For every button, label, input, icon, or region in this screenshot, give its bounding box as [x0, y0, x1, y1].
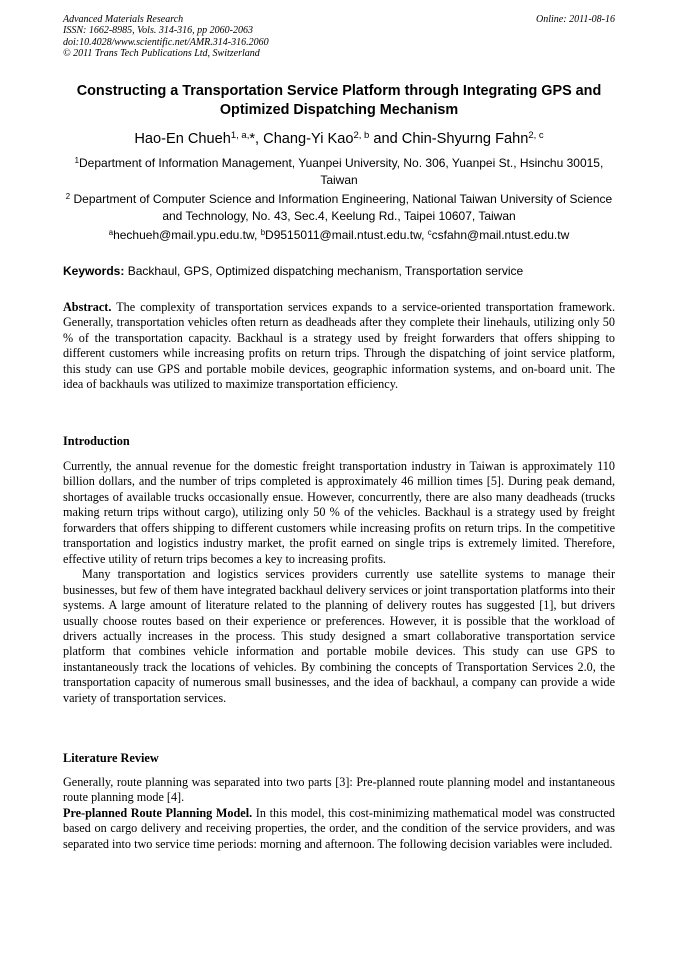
author-separator: , [255, 131, 264, 147]
email-text: D9515011@mail.ntust.edu.tw, [265, 228, 428, 242]
paper-title: Constructing a Transportation Service Platform through Integrating GPS and Optimized Dispatching Mechanism [76, 83, 602, 118]
keywords [63, 263, 615, 279]
affiliation-2 [55, 191, 623, 225]
body-paragraph: Currently, the annual revenue for the domestic freight transportation industry in Taiwan is approximately 110 billion dollars, and the number of trips completed is approximately 46 million times [5]. During peak demand, shortages of available trucks occasionally ensue. However, concurrently, there are also many deadheads (trucks making return trips without cargo), utilizing only 50 % of the vehicles. Backhaul is a strategy used by freight forwarders that offers shipping to different customers while increasing profits on return trips. In the competitive transportation and logistics industry market, the profit earned on single trips is extremely limited. Therefore, effective utility of return trips becomes a key to increasing profits. [63, 459, 615, 566]
email-mark: b [260, 228, 266, 238]
doi-line: doi:10.4028/www.scientific.net/AMR.314-316.2060 [63, 36, 269, 48]
author-affil-mark: 2, c [528, 130, 544, 142]
email-mark: c [427, 228, 432, 238]
abstract-block [63, 300, 615, 393]
subsection-text: In this model, this cost-minimizing mathematical model was constructed based on cargo delivery and receiving properties, the order, and the condition of the service providers, and was separated into two service time periods: morning and afternoon. The following decision variables were included. [63, 805, 615, 851]
abstract-text: The complexity of transportation services expands to a service-oriented transportation framework. Generally, transportation vehicles often return as deadheads after they complete their linehauls, utilizing only 50 % of the transportation capacity. Backhaul is a strategy used by freight forwarders that offers shipping to different customers while increasing profits on return trips. Through the dispatching of joint service platform, this study can use GPS and portable mobile devices, geographic information systems, and on-board unit. The idea of backhauls was utilized to maximize transportation efficiency. [63, 300, 615, 392]
journal-name: Advanced Materials Research [63, 14, 184, 25]
body-paragraph: Many transportation and logistics services providers currently use satellite systems to manage their businesses, but few of them have integrated backhaul delivery services or joint transportation platforms into their systems. A large amount of literature related to the planning of delivery routes has suggested [1], but drivers usually choose routes based on their experience or preferences. However, it is possible that the workload of drivers actually increases in the process. This study designed a smart collaborative transportation service platform that combines vehicle information and portable mobile devices. This study can use GPS to instantaneously track the locations of vehicles. By combining the concepts of Transportation Services 2.0, the transportation capacity of numerous small businesses, and the idea of backhaul, a company can provide a wide variety of transportation services. [63, 567, 615, 705]
affiliation-text: Department of Information Management, Yuanpei University, No. 306, Yuanpei St., Hsinchu 30015, Taiwan [79, 156, 604, 187]
keywords-text: Backhaul, GPS, Optimized dispatching mechanism, Transportation service [124, 264, 524, 278]
author-affil-mark: 2, b [353, 130, 370, 142]
author-name: Chang-Yi Kao [263, 131, 354, 147]
affiliation-mark: 2 [65, 192, 71, 202]
email-text: csfahn@mail.ntust.edu.tw [431, 228, 570, 242]
subsection-heading: Pre-planned Route Planning Model. [63, 805, 253, 820]
author-emails [55, 227, 623, 244]
section-heading-literature-review: Literature Review [63, 751, 159, 765]
author-separator: and [369, 131, 402, 147]
author-name: Chin-Shyurng Fahn [401, 131, 529, 147]
author-affil-mark: 1, a, [230, 130, 250, 142]
affiliation-text: Department of Computer Science and Information Engineering, National Taiwan University of Science and Technology, No. 43, Sec.4, Keelung Rd., Taipei 10607, Taiwan [70, 192, 613, 223]
affiliation-1 [55, 155, 623, 189]
issn-line: ISSN: 1662-8985, Vols. 314-316, pp 2060-2063 [63, 25, 253, 37]
author-name: Hao-En Chueh [134, 131, 231, 147]
copyright-line: © 2011 Trans Tech Publications Ltd, Switzerland [63, 47, 260, 59]
introduction-body [63, 459, 615, 706]
journal-header [63, 14, 615, 59]
abstract-label: Abstract. [63, 300, 112, 314]
email-mark: a [108, 228, 114, 238]
keywords-label: Keywords: [63, 264, 125, 278]
body-paragraph: Generally, route planning was separated into two parts [3]: Pre-planned route planning model and instantaneous route planning mode [4]. [63, 775, 615, 805]
literature-review-body [63, 775, 615, 852]
email-text: hechueh@mail.ypu.edu.tw, [113, 228, 261, 242]
body-paragraph [63, 806, 615, 852]
abstract-paragraph [63, 300, 615, 393]
affiliation-mark: 1 [74, 156, 79, 166]
section-heading-introduction: Introduction [63, 434, 130, 448]
author-list [30, 130, 648, 148]
online-date: Online: 2011-08-16 [536, 14, 615, 25]
corresponding-author-mark: * [249, 131, 256, 147]
